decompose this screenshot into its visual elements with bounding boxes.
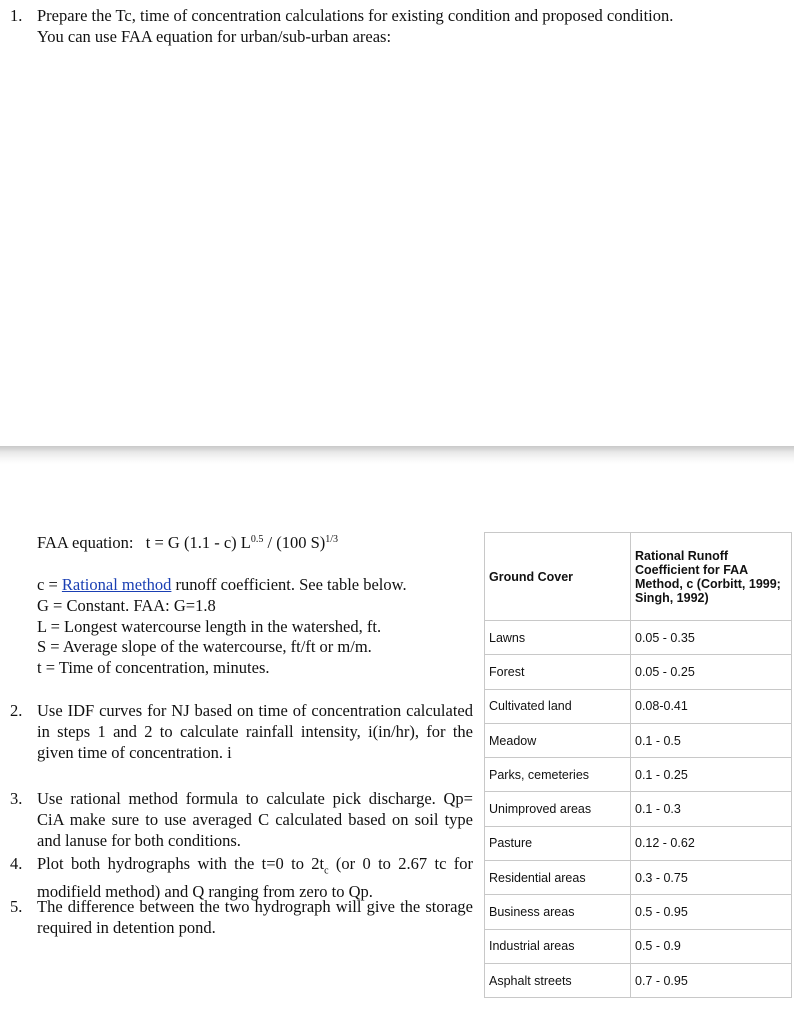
definition-g: G = Constant. FAA: G=1.8 (37, 596, 216, 615)
step-4-text-a: Plot both hydrographs with the t=0 to 2t (37, 854, 325, 873)
step-3-number: 3. (10, 789, 23, 808)
ground-cover-cell: Pasture (485, 826, 631, 860)
coefficient-cell: 0.3 - 0.75 (631, 861, 792, 895)
definition-t: t = Time of concentration, minutes. (37, 658, 270, 677)
step-4-text-b: (or 0 to 2.67 tc for modifield method) and Q ranging from zero to Qp. (37, 854, 473, 902)
step-2-number: 2. (10, 701, 23, 720)
ground-cover-cell: Forest (485, 655, 631, 689)
table-row (485, 792, 792, 826)
definition-c-suffix: runoff coefficient. See table below. (171, 575, 407, 594)
step-4-number: 4. (10, 854, 23, 873)
ground-cover-cell: Lawns (485, 621, 631, 655)
table-row (485, 621, 792, 655)
coefficient-cell: 0.05 - 0.35 (631, 621, 792, 655)
table-row (485, 758, 792, 792)
table-row (485, 929, 792, 963)
question-1-line-1: Prepare the Tc, time of concentration calculations for existing condition and proposed condition. (37, 6, 674, 25)
step-4-text (37, 853, 473, 902)
ground-cover-cell: Asphalt streets (485, 963, 631, 997)
table-header-row (485, 533, 792, 621)
faa-exponent-1: 0.5 (250, 534, 264, 545)
step-5-text: The difference between the two hydrograph will give the storage required in detention pond. (37, 897, 473, 937)
coefficient-cell: 0.1 - 0.5 (631, 723, 792, 757)
ground-cover-cell: Parks, cemeteries (485, 758, 631, 792)
page-divider (0, 446, 794, 464)
definition-c (37, 574, 407, 595)
faa-equation (37, 532, 338, 553)
table-row (485, 861, 792, 895)
definition-c-prefix: c = (37, 575, 62, 594)
ground-cover-cell: Meadow (485, 723, 631, 757)
coefficient-cell: 0.05 - 0.25 (631, 655, 792, 689)
coefficient-cell: 0.5 - 0.95 (631, 895, 792, 929)
step-3-text: Use rational method formula to calculate pick discharge. Qp= CiA make sure to use averaged C calculated based on soil type and lanuse for both conditions. (37, 789, 473, 850)
ground-cover-cell: Cultivated land (485, 689, 631, 723)
faa-exponent-2: 1/3 (325, 534, 339, 545)
table-row (485, 655, 792, 689)
question-1-line-2: You can use FAA equation for urban/sub-urban areas: (37, 27, 392, 46)
coefficient-cell: 0.1 - 0.25 (631, 758, 792, 792)
coefficient-cell: 0.1 - 0.3 (631, 792, 792, 826)
rational-method-link[interactable]: Rational method (61, 575, 172, 594)
table-row (485, 689, 792, 723)
table-row (485, 723, 792, 757)
definition-s: S = Average slope of the watercourse, ft/ft or m/m. (37, 637, 372, 656)
ground-cover-cell: Business areas (485, 895, 631, 929)
ground-cover-cell: Unimproved areas (485, 792, 631, 826)
coefficient-cell: 0.08-0.41 (631, 689, 792, 723)
table-row (485, 895, 792, 929)
faa-equation-main: t = G (1.1 - c) L (145, 533, 251, 552)
question-1-number: 1. (10, 6, 23, 25)
definition-l: L = Longest watercourse length in the watershed, ft. (37, 617, 382, 636)
step-4-subscript: c (324, 865, 329, 877)
coefficient-cell: 0.5 - 0.9 (631, 929, 792, 963)
ground-cover-cell: Residential areas (485, 861, 631, 895)
coefficient-cell: 0.12 - 0.62 (631, 826, 792, 860)
faa-equation-mid: / (100 S) (263, 533, 326, 552)
coefficient-cell: 0.7 - 0.95 (631, 963, 792, 997)
header-runoff-coefficient: Rational Runoff Coefficient for FAA Method, c (Corbitt, 1999; Singh, 1992) (631, 533, 792, 621)
step-5-number: 5. (10, 897, 23, 916)
faa-equation-label: FAA equation: (37, 533, 134, 552)
runoff-coefficient-table (484, 532, 792, 998)
table-row (485, 963, 792, 997)
table-row (485, 826, 792, 860)
step-2-text: Use IDF curves for NJ based on time of concentration calculated in steps 1 and 2 to calculate rainfall intensity, i(in/hr), for the given time of concentration. i (37, 701, 473, 762)
header-ground-cover: Ground Cover (485, 533, 631, 621)
ground-cover-cell: Industrial areas (485, 929, 631, 963)
